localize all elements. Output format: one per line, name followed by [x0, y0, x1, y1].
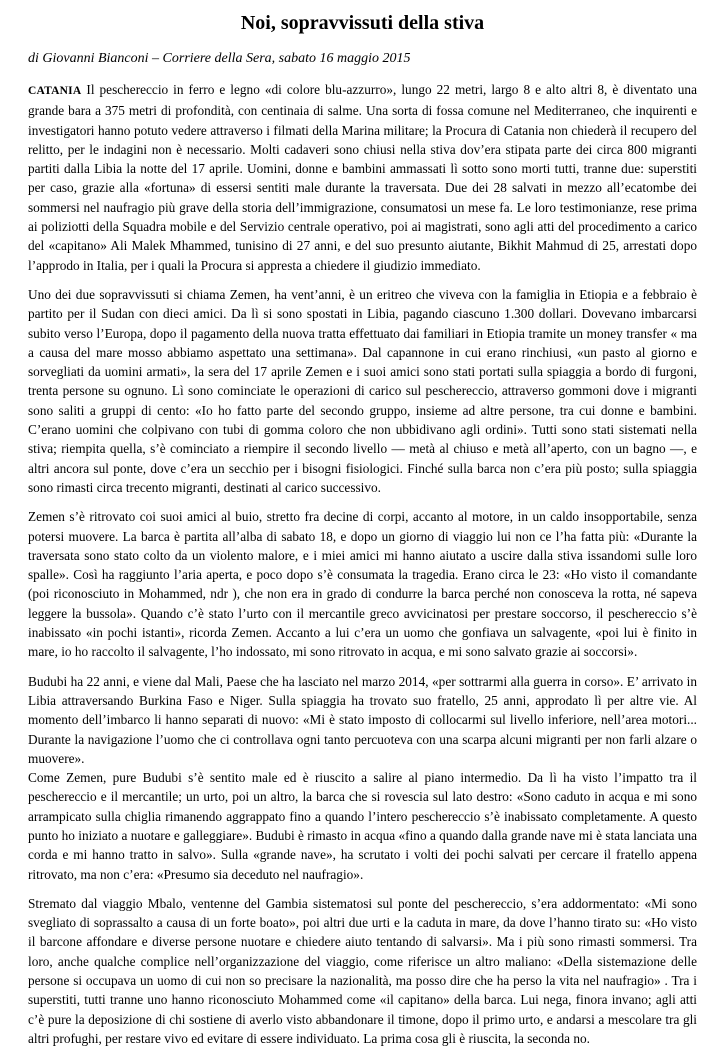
article-title: Noi, sopravvissuti della stiva: [240, 12, 485, 34]
article-paragraph-3: Zemen s’è ritrovato coi suoi amici al buio, stretto fra decine di corpi, accanto al motore, in un caldo insopportabile, senza potersi muovere. La barca è partita all’alba di sabato 18, e dopo un giorno di viaggio lui non ce l’ha fatta più: «Durante la traversata sono stato colto da un violento malore, e i miei amici mi hanno aiutato a uscire dalla stiva issandomi sulle loro spalle». Così ha raggiunto l’aria aperta, e poco dopo s’è consumata la tragedia. Erano circa le 23: «Ho visto il comandante (poi riconosciuto in Mohammed, ndr ), che non era in grado di condurre la barca perché non conosceva la rotta, né sapeva leggere la bussola». Quando c’è stato l’urto con il mercantile greco avvicinatosi per prestare soccorso, il peschereccio s’è inabissato «in pochi istanti», ricorda Zemen. Accanto a lui c’era un uomo che gonfiava un salvagente, «poi lui è finito in mare, io ho raccolto il salvagente, l’ho indossato, mi sono ritrovato in acqua, e mi sono salvato grazie ai soccorsi».: [28, 509, 697, 660]
article-paragraph-6: Stremato dal viaggio Mbalo, ventenne del Gambia sistematosi sul ponte del peschereccio, s’era addormentato: «Mi sono svegliato di soprassalto a causa di un forte boato», poi altri due urti e la caduta in mare, da dove l’hanno tirato su: «Ho visto il barcone affondare e diverse persone nuotare e chiedere aiuto tentando di salvarsi». Ma i più sono rimasti sommersi. Tra loro, anche qualche complice nell’organizzazione del viaggio, come riferisce un altro maliano: «Della sistemazione delle persone si occupava un uomo di cui non so precisare la nazionalità, ma posso dire che ha perso la vita nel naufragio» . Tra i superstiti, tutti tranne uno hanno riconosciuto Mohammed come «il capitano» della barca. Lui nega, finora invano; agli atti c’è pure la deposizione di chi sostiene di averlo visto abbandonare il timone, dopo il primo urto, e andarsi a mescolare tra gli altri profughi, per restare vivo ed evitare di essere individuato. La prima cosa gli è riuscita, la seconda no.: [28, 895, 697, 1046]
article-paragraph-2: Uno dei due sopravvissuti si chiama Zemen, ha vent’anni, è un eritreo che viveva con la famiglia in Etiopia e a febbraio è partito per il Sudan con dieci amici. Da lì si sono spostati in Libia, pagando ciascuno 1.300 dollari. Dovevano imbarcarsi subito verso l’Europa, dopo il pagamento della nuova tratta effettuato dai familiari in Etiopia tramite un money transfer « ma a causa del mare mosso abbiamo aspettato una settimana». Dal capannone in cui erano rinchiusi, «un pasto al giorno e sorvegliati da uomini armati», la sera del 17 aprile Zemen e i suoi amici sono stati portati sulla spiaggia a bordo di furgoni, trenta persone su ognuno. Lì sono cominciate le operazioni di carico sul peschereccio, attraverso gommoni dove i migranti sono saliti a gruppi di cento: «Io ho fatto parte del secondo gruppo, insieme ad altre persone, tra cui donne e bambini. C’erano uomini che colpivano con tubi di gomma coloro che non ubbidivano agli ordini». Tutti sono stati sistemati nella stiva; riempita quella, s’è cominciato a riempire il secondo livello — metà al chiuso e metà all’aperto, con un bagno —, e altri ancora sul ponte, dove c’era un secchio per i bisogni fisiologici. Finché sulla barca non c’era più posto; sulla spiaggia sono rimasti circa trecento migranti, destinati al carico successivo.: [28, 286, 697, 495]
article-paragraph-5: Come Zemen, pure Budubi s’è sentito male ed è riuscito a salire al piano intermedio. Da lì ha visto l’impatto tra il peschereccio e il mercantile; un urto, poi un altro, la barca che si rovescia sul lato destro: «Sono caduto in acqua e mi sono arrampicato sulla chiglia rimanendo aggrappato fino a quando l’intero peschereccio s’è inabissato completamente. A questo punto ho iniziato a nuotare e galleggiare». Budubi è rimasto in acqua «fino a quando dalla grande nave mi è stata lanciata una corda e mi hanno tratto in salvo». Sulla «grande nave», ha scrutato i volti dei pochi salvati per cercare il fratello appena ritrovato, ma non c’era: «Presumo sia deceduto nel naufragio».: [28, 770, 697, 882]
article-paragraph-1: [28, 80, 697, 275]
article-paragraph-4: Budubi ha 22 anni, e viene dal Mali, Paese che ha lasciato nel marzo 2014, «per sottrarmi alla guerra in corso». E’ arrivato in Libia attraversando Burkina Faso e Niger. Sulla spiaggia ha trovato suo fratello, 25 anni, approdato lì per altre vie. Al momento dell’imbarco li hanno separati di nuovo: «Mi è stato imposto di collocarmi sul livello inferiore, nell’area motori... Durante la navigazione l’uomo che ci controllava ogni tanto percuoteva con una scarpa alcuni migranti per non farli alzare o muovere».: [28, 673, 697, 766]
article-dateline: CATANIA: [28, 85, 82, 97]
article-byline: di Giovanni Bianconi – Corriere della Sera, sabato 16 maggio 2015: [28, 51, 411, 66]
paragraph-1-text: Il peschereccio in ferro e legno «di colore blu-azzurro», lungo 22 metri, largo 8 e alto altri 8, è diventato una grande bara a 375 metri di profondità, con centinaia di salme. Una sorta di fossa comune nel Mediterraneo, che inquirenti e investigatori hanno potuto vedere attraverso i filmati della Marina militare; la Procura di Catania non chiederà il recupero del relitto, per le indagini non è necessario. Molti cadaveri sono chiusi nella stiva dov’era stipata parte dei circa 800 migranti partiti dalla Libia la notte del 17 aprile. Uomini, donne e bambini ammassati lì sotto sono morti tutti, tranne due: superstiti per caso, grazie alla «fortuna» di essersi sentiti male durante la traversata. Due dei 28 salvati in mezzo all’ecatombe dei sommersi nel naufragio più grave della storia dell’immigrazione, consumatosi un mese fa. Le loro testimonianze, rese prima ai poliziotti della Squadra mobile e del Servizio centrale operativo, poi ai magistrati, sono agli atti del procedimento a carico del «capitano» Ali Malek Mhammed, tunisino di 27 anni, e del suo presunto aiutante, Bikhit Mahmud di 25, arrestati dopo l’approdo in Italia, per i quali la Procura si appresta a chiedere il giudizio immediato.: [28, 82, 697, 273]
